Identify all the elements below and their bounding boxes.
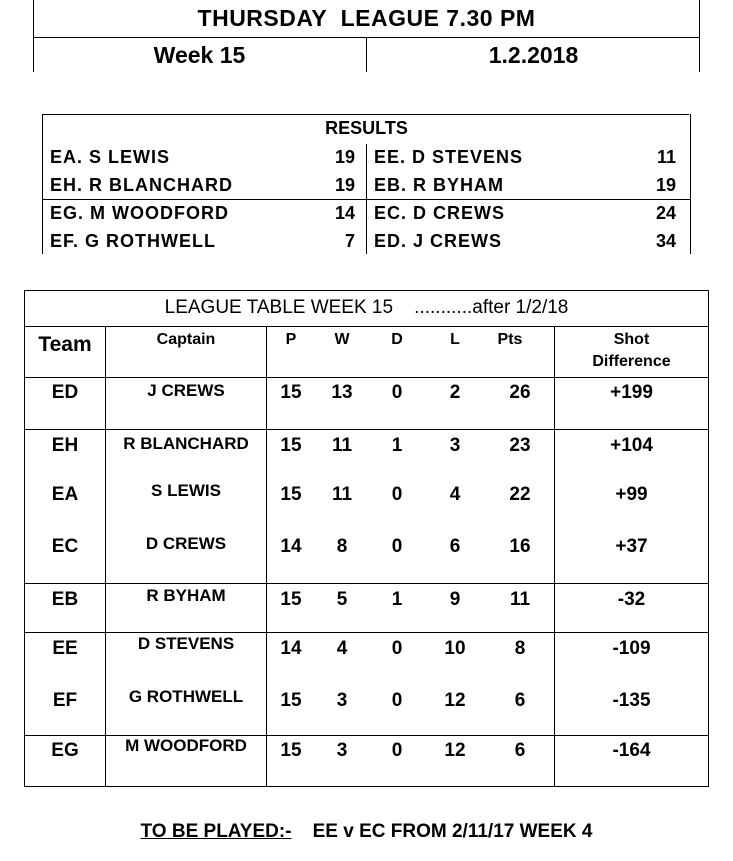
points-cell: 23 [509,435,531,456]
header [33,0,700,72]
won-cell: 13 [331,382,353,403]
lost-cell: 10 [444,638,466,659]
drawn-cell: 0 [391,484,403,505]
shot-difference-cell: +99 [615,484,648,505]
drawn-cell: 0 [391,382,403,403]
points-cell: 6 [514,740,526,761]
lost-cell: 9 [449,589,461,610]
points-cell: 26 [509,382,531,403]
drawn-cell: 0 [391,740,403,761]
result-home-score: 14 [334,203,355,223]
result-home-score: 19 [334,175,355,195]
points-cell: 11 [509,589,531,610]
won-cell: 11 [331,484,353,505]
drawn-cell: 1 [391,589,403,610]
won-cell: 3 [336,690,348,711]
table-divider [25,326,708,327]
lost-cell: 12 [444,690,466,711]
league-table [24,290,709,787]
lost-cell: 4 [449,484,461,505]
team-cell: EC [51,536,79,557]
shot-difference-cell: +199 [610,382,653,403]
played-cell: 14 [280,638,302,659]
table-divider [25,583,708,584]
lost-cell: 3 [449,435,461,456]
won-cell: 11 [331,435,353,456]
played-cell: 14 [280,536,302,557]
shot-difference-cell: +104 [610,435,653,456]
column-header-captain: Captain [156,331,216,348]
captain-cell: D STEVENS [137,634,235,653]
played-cell: 15 [280,740,302,761]
column-header-w: W [334,331,350,348]
league-table-title: LEAGUE TABLE WEEK 15 ...........after 1/2/18 [164,297,569,318]
result-away-score: 19 [655,175,676,195]
result-away-score: 34 [655,231,676,251]
fixture-note-text: EE v EC FROM 2/11/17 WEEK 4 [291,821,593,842]
captain-cell: J CREWS [147,381,225,400]
won-cell: 8 [336,536,348,557]
result-home-team: EH. R BLANCHARD [50,175,233,195]
result-away-team: EE. D STEVENS [374,147,524,167]
points-cell: 16 [509,536,531,557]
results-box [42,114,691,254]
result-away-team: EB. R BYHAM [374,175,505,195]
result-home-score: 7 [344,231,355,251]
points-cell: 22 [509,484,531,505]
lost-cell: 6 [449,536,461,557]
result-home-team: EA. S LEWIS [50,147,171,167]
played-cell: 15 [280,484,302,505]
week-label: Week 15 [153,42,246,68]
result-home-team: EG. M WOODFORD [50,203,229,223]
result-home-team: EF. G ROTHWELL [50,231,216,251]
column-header-pts: Pts [497,331,523,348]
result-away-score: 24 [655,203,676,223]
team-cell: EF [52,690,78,711]
team-cell: EH [51,435,79,456]
page-title: THURSDAY LEAGUE 7.30 PM [33,0,700,38]
result-home-score: 19 [334,147,355,167]
team-cell: ED [51,382,79,403]
team-cell: EE [52,638,78,659]
played-cell: 15 [280,435,302,456]
shot-difference-cell: -164 [612,740,651,761]
lost-cell: 12 [444,740,466,761]
column-header-d: D [391,331,403,348]
column-header-shot-difference [555,329,708,373]
drawn-cell: 0 [391,536,403,557]
captain-cell: D CREWS [145,534,227,553]
lost-cell: 2 [449,382,461,403]
shot-difference-cell: +37 [615,536,648,557]
captain-cell: G ROTHWELL [128,687,244,706]
team-cell: EA [51,484,79,505]
points-cell: 6 [514,690,526,711]
won-cell: 3 [336,740,348,761]
column-header-p: P [285,331,297,348]
column-header-l: L [450,331,460,348]
date-label: 1.2.2018 [488,42,579,68]
captain-cell: M WOODFORD [125,736,247,755]
results-top-border [42,114,689,115]
shot-difference-cell: -135 [612,690,651,711]
captain-cell: R BYHAM [146,586,226,605]
column-header-shot-line1: Shot [613,331,650,348]
result-away-team: EC. D CREWS [374,203,506,223]
drawn-cell: 1 [391,435,403,456]
captain-cell: R BLANCHARD [123,434,249,453]
results-heading: RESULTS [325,118,408,138]
drawn-cell: 0 [391,638,403,659]
fixture-note-label: TO BE PLAYED:- [140,821,292,842]
captain-cell: S LEWIS [151,481,221,500]
fixture-note [0,820,733,844]
team-cell: EG [51,740,79,761]
shot-difference-cell: -32 [617,589,646,610]
table-divider [25,377,708,378]
result-away-score: 11 [656,147,676,167]
table-divider [25,429,708,430]
column-header-shot-line2: Difference [592,353,671,370]
column-header-team: Team [38,333,92,356]
drawn-cell: 0 [391,690,403,711]
won-cell: 5 [336,589,348,610]
played-cell: 15 [280,690,302,711]
result-away-team: ED. J CREWS [374,231,503,251]
won-cell: 4 [336,638,348,659]
played-cell: 15 [280,589,302,610]
played-cell: 15 [280,382,302,403]
team-cell: EB [51,589,79,610]
points-cell: 8 [514,638,526,659]
shot-difference-cell: -109 [612,638,651,659]
